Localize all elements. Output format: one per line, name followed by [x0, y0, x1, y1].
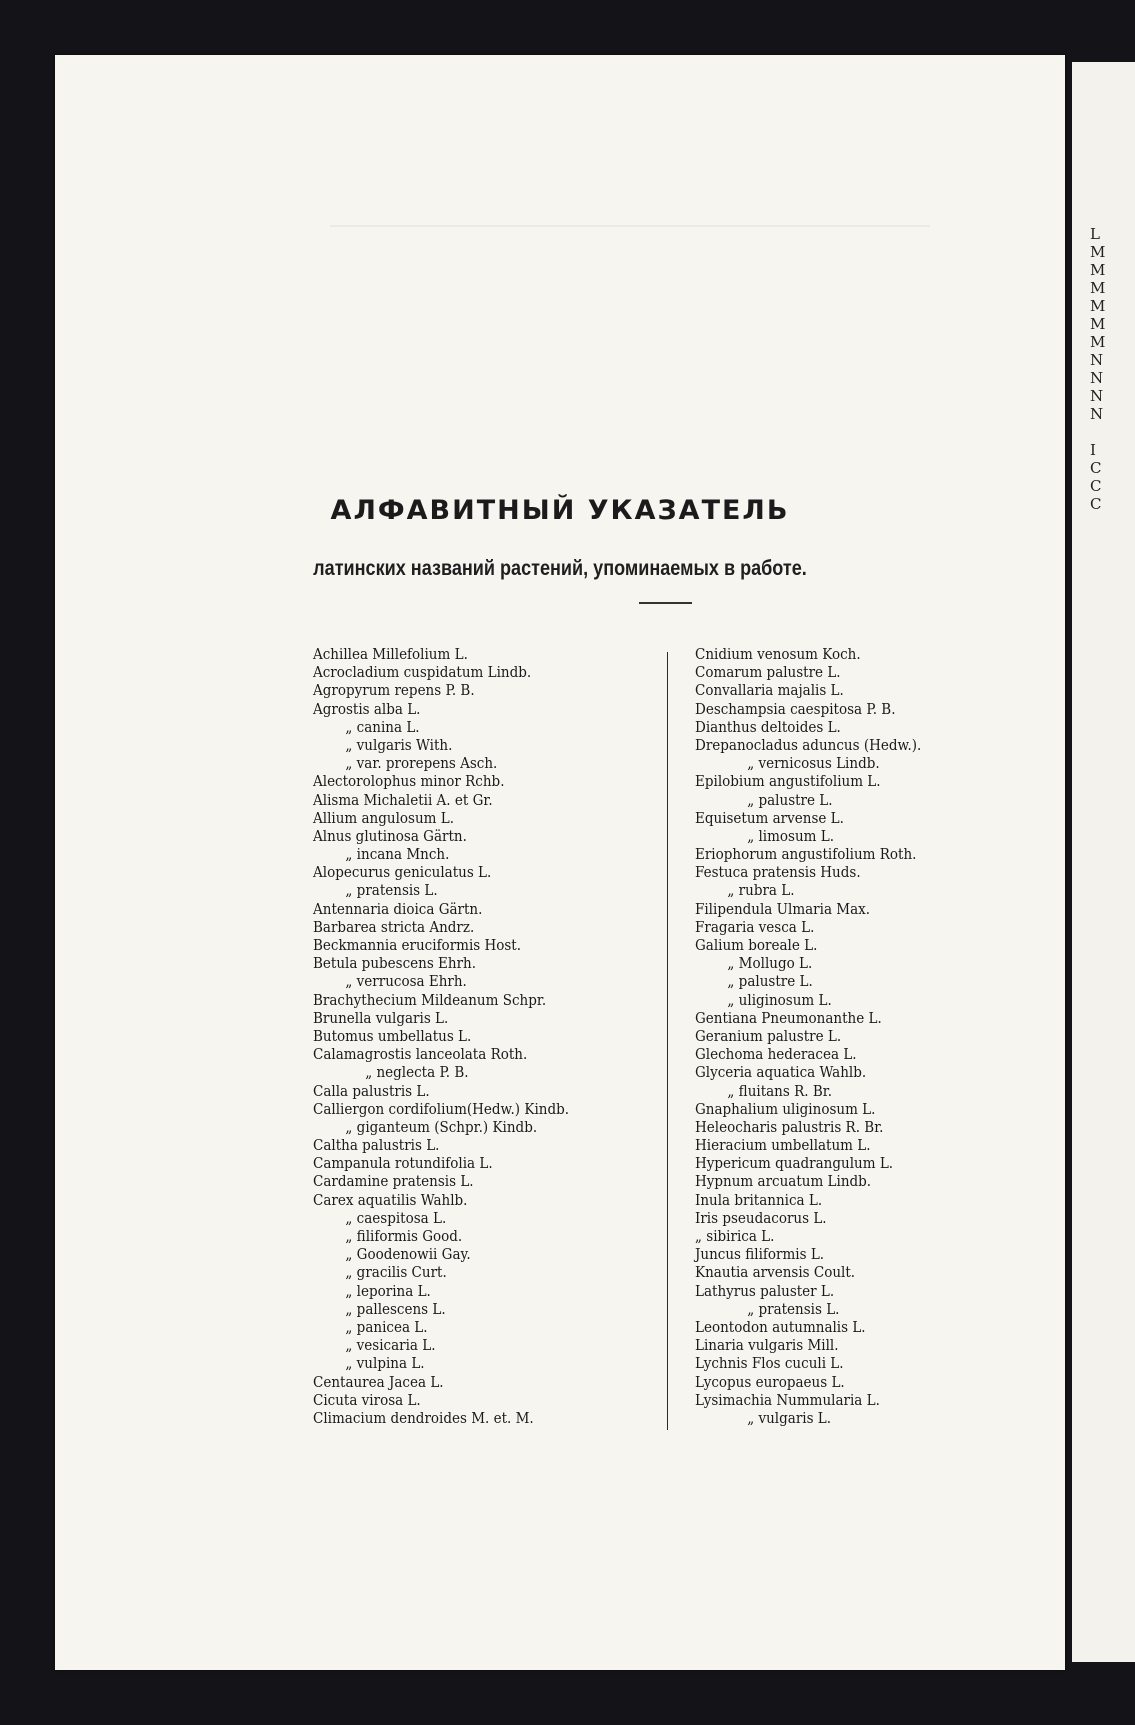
index-entry: „ panicea L. — [345, 1317, 428, 1336]
index-column-right — [695, 645, 1083, 1427]
index-entry: Drepanocladus aduncus (Hedw.). — [695, 735, 922, 754]
page-subtitle: латинских названий растений, упоминаемых в работе. — [313, 557, 807, 580]
index-entry: Hypnum arcuatum Lindb. — [695, 1172, 872, 1191]
index-entry: Caltha palustris L. — [313, 1136, 440, 1155]
index-entry: „ fluitans R. Br. — [727, 1081, 833, 1100]
index-entry: „ filiformis Good. — [345, 1227, 463, 1245]
index-entry: Climacium dendroides M. et. M. — [313, 1408, 534, 1427]
index-entry: Hypericum quadrangulum L. — [695, 1154, 894, 1173]
index-entry: Butomus umbellatus L. — [313, 1026, 472, 1045]
index-entry: Galium boreale L. — [695, 936, 818, 954]
index-entry: Convallaria majalis L. — [695, 681, 844, 700]
index-entry: Iris pseudacorus L. — [695, 1208, 827, 1227]
index-entry: Gentiana Pneumonanthe L. — [695, 1008, 882, 1027]
index-entry: „ vulgaris L. — [747, 1408, 832, 1427]
index-entry: Leontodon autumnalis L. — [695, 1317, 866, 1336]
index-entry: „ canina L. — [345, 717, 420, 736]
index-entry: Alopecurus geniculatus L. — [313, 863, 492, 882]
index-entry: Beckmannia eruciformis Host. — [313, 936, 522, 954]
index-entry: Geranium palustre L. — [695, 1026, 842, 1045]
index-entry: Brachythecium Mildeanum Schpr. — [313, 990, 547, 1009]
index-entry: Alnus glutinosa Gärtn. — [313, 826, 467, 845]
index-entry: Eriophorum angustifolium Roth. — [695, 845, 917, 864]
index-entry: „ leporina L. — [345, 1281, 431, 1300]
index-entry: Deschampsia caespitosa P. B. — [695, 699, 896, 718]
index-entry: Alisma Michaletii A. et Gr. — [313, 790, 493, 809]
index-entry: Filipendula Ulmaria Max. — [695, 899, 871, 918]
document-page — [55, 55, 1065, 1670]
index-entry: Lysimachia Nummularia L. — [695, 1390, 880, 1409]
index-entry: „ pallescens L. — [345, 1299, 446, 1318]
index-entry: Glyceria aquatica Wahlb. — [695, 1063, 867, 1082]
index-entry: „ giganteum (Schpr.) Kindb. — [345, 1117, 538, 1136]
index-entry: „ vulpina L. — [345, 1354, 425, 1373]
index-entry: Campanula rotundifolia L. — [313, 1154, 493, 1173]
column-divider — [667, 652, 668, 1430]
index-entry: Cicuta virosa L. — [313, 1390, 421, 1409]
index-entry: Carex aquatilis Wahlb. — [313, 1190, 468, 1209]
index-entry: Comarum palustre L. — [695, 663, 841, 682]
index-entry: Achillea Millefolium L. — [313, 645, 468, 663]
index-entry: Epilobium angustifolium L. — [695, 772, 881, 791]
index-entry: Equisetum arvense L. — [695, 808, 844, 827]
index-entry: „ palustre L. — [727, 972, 813, 991]
index-entry: Festuca pratensis Huds. — [695, 863, 861, 882]
index-entry: „ caespitosa L. — [345, 1208, 447, 1227]
index-entry: „ palustre L. — [747, 790, 833, 809]
index-entry: Fragaria vesca L. — [695, 917, 815, 936]
index-entry: Calla palustris L. — [313, 1081, 430, 1100]
index-entry: Antennaria dioica Gärtn. — [313, 899, 483, 918]
index-entry: Alectorolophus minor Rchb. — [313, 772, 505, 791]
index-entry: Knautia arvensis Coult. — [695, 1263, 856, 1282]
index-entry: Acrocladium cuspidatum Lindb. — [313, 663, 532, 682]
index-entry: „ Mollugo L. — [727, 954, 813, 973]
index-entry: Dianthus deltoides L. — [695, 717, 841, 736]
index-entry: Betula pubescens Ehrh. — [313, 954, 477, 973]
index-entry: „ limosum L. — [747, 826, 835, 845]
bleed-through-decoration — [330, 225, 930, 527]
adjacent-page-letters: L M M M M M M N N N N I C C C — [1090, 225, 1106, 513]
index-entry: Glechoma hederacea L. — [695, 1045, 857, 1064]
index-entry: Inula britannica L. — [695, 1190, 823, 1209]
index-entry: Juncus filiformis L. — [695, 1245, 825, 1264]
index-entry: „ neglecta P. B. — [365, 1063, 469, 1082]
page-title: АЛФАВИТНЫЙ УКАЗАТЕЛЬ — [330, 495, 790, 526]
index-entry: Heleocharis palustris R. Br. — [695, 1117, 884, 1136]
index-entry: Cnidium venosum Koch. — [695, 645, 861, 663]
index-entry: Lathyrus paluster L. — [695, 1281, 835, 1300]
index-entry: Barbarea stricta Andrz. — [313, 917, 475, 936]
index-entry: Allium angulosum L. — [313, 808, 454, 827]
index-entry: Centaurea Jacea L. — [313, 1372, 444, 1391]
index-entry: „ vesicaria L. — [345, 1336, 436, 1355]
index-entry: „ uliginosum L. — [727, 990, 832, 1009]
index-entry: „ gracilis Curt. — [345, 1263, 447, 1282]
title-divider — [639, 602, 692, 604]
index-entry: Agropyrum repens P. B. — [313, 681, 475, 700]
index-entry: Agrostis alba L. — [313, 699, 421, 718]
index-entry: Linaria vulgaris Mill. — [695, 1336, 839, 1355]
index-entry: „ verrucosa Ehrh. — [345, 972, 467, 991]
index-entry: Cardamine pratensis L. — [313, 1172, 474, 1191]
index-entry: Hieracium umbellatum L. — [695, 1136, 871, 1155]
index-entry: Calliergon cordifolium(Hedw.) Kindb. — [313, 1099, 570, 1118]
index-entry: „ incana Mnch. — [345, 845, 450, 864]
index-entry: „ sibirica L. — [695, 1227, 775, 1245]
index-entry: Lychnis Flos cuculi L. — [695, 1354, 844, 1373]
index-entry: „ vernicosus Lindb. — [747, 754, 880, 773]
index-entry: „ rubra L. — [727, 881, 795, 900]
index-entry: Lycopus europaeus L. — [695, 1372, 845, 1391]
index-entry: „ Goodenowii Gay. — [345, 1245, 471, 1264]
index-entry: „ pratensis L. — [345, 881, 438, 900]
index-entry: Brunella vulgaris L. — [313, 1008, 449, 1027]
index-entry: „ pratensis L. — [747, 1299, 840, 1318]
index-column-left — [313, 645, 701, 1427]
index-entry: Calamagrostis lanceolata Roth. — [313, 1045, 528, 1064]
index-entry: Gnaphalium uliginosum L. — [695, 1099, 876, 1118]
index-entry: „ vulgaris With. — [345, 735, 453, 754]
index-entry: „ var. prorepens Asch. — [345, 754, 498, 773]
